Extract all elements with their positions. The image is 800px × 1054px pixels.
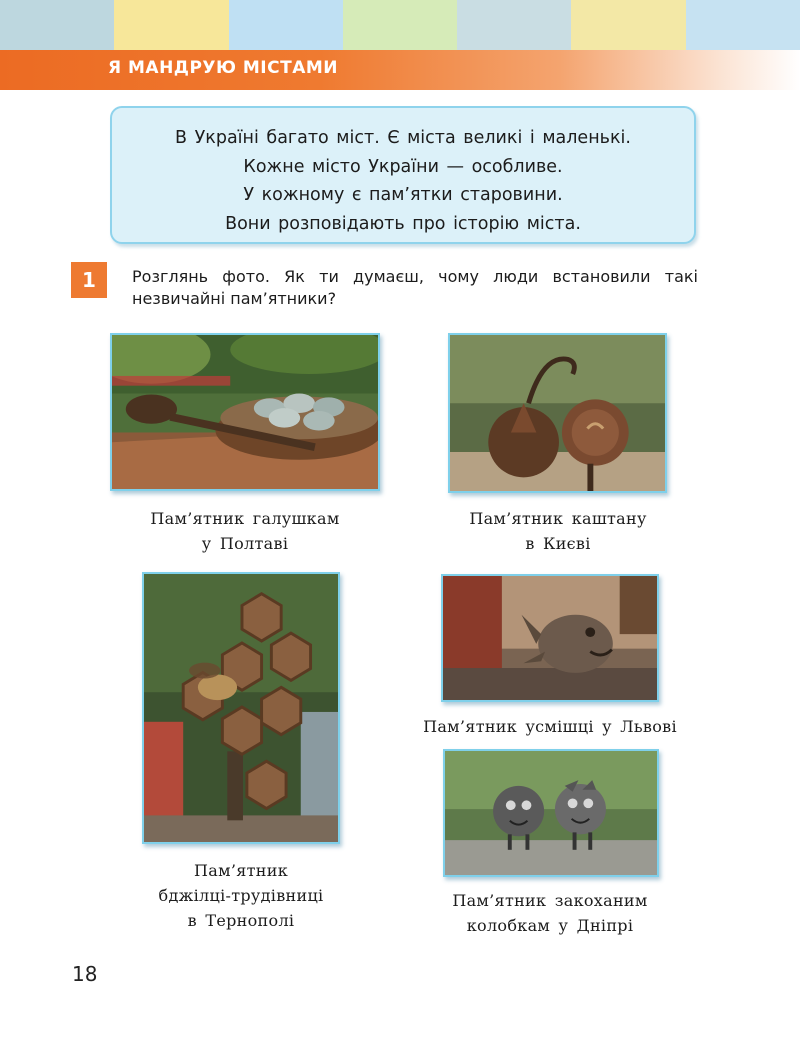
caption-line: Пам’ятник усмішці у Львові [423, 717, 677, 736]
smile-monument-photo [441, 574, 659, 702]
dumplings-caption [110, 506, 380, 556]
caption-line: у Полтаві [201, 534, 289, 553]
bee-monument-photo [142, 572, 340, 844]
caption-line: Пам’ятник галушкам [150, 509, 340, 528]
kolobky-caption [410, 888, 690, 938]
intro-line: У кожному є пам’ятки старовини. [243, 185, 563, 205]
chestnut-monument-photo [448, 333, 667, 493]
header-stripes [0, 0, 800, 50]
stripe-3 [229, 0, 343, 50]
stripe-2 [114, 0, 228, 50]
task-text: Розглянь фото. Як ти думаєш, чому люди встановили такі незвичайні пам’ятники? [132, 267, 698, 308]
caption-line: бджілці-трудівниці [158, 886, 324, 905]
chestnut-caption [418, 506, 698, 556]
caption-line: Пам’ятник каштану [469, 509, 647, 528]
intro-line: Кожне місто України — особливе. [243, 156, 563, 177]
caption-line: колобкам у Дніпрі [466, 916, 634, 935]
caption-line: в Тернополі [187, 911, 295, 930]
intro-line: Вони розповідають про історію міста. [225, 213, 581, 234]
bee-caption [110, 858, 372, 933]
caption-line: Пам’ятник закоханим [452, 891, 648, 910]
stripe-5 [457, 0, 571, 50]
intro-line: В Україні багато міст. Є міста великі і маленькі. [175, 128, 631, 148]
intro-box [110, 106, 696, 244]
stripe-4 [343, 0, 457, 50]
section-title: Я МАНДРУЮ МІСТАМИ [108, 58, 339, 78]
caption-line: в Києві [525, 534, 591, 553]
kolobky-monument-photo [443, 749, 659, 877]
page-number: 18 [72, 962, 98, 986]
stripe-6 [571, 0, 685, 50]
stripe-1 [0, 0, 114, 50]
dumplings-monument-photo [110, 333, 380, 491]
section-banner [0, 50, 800, 90]
smile-caption [395, 714, 705, 739]
stripe-7 [686, 0, 800, 50]
task-number: 1 [71, 262, 107, 298]
caption-line: Пам’ятник [194, 861, 288, 880]
